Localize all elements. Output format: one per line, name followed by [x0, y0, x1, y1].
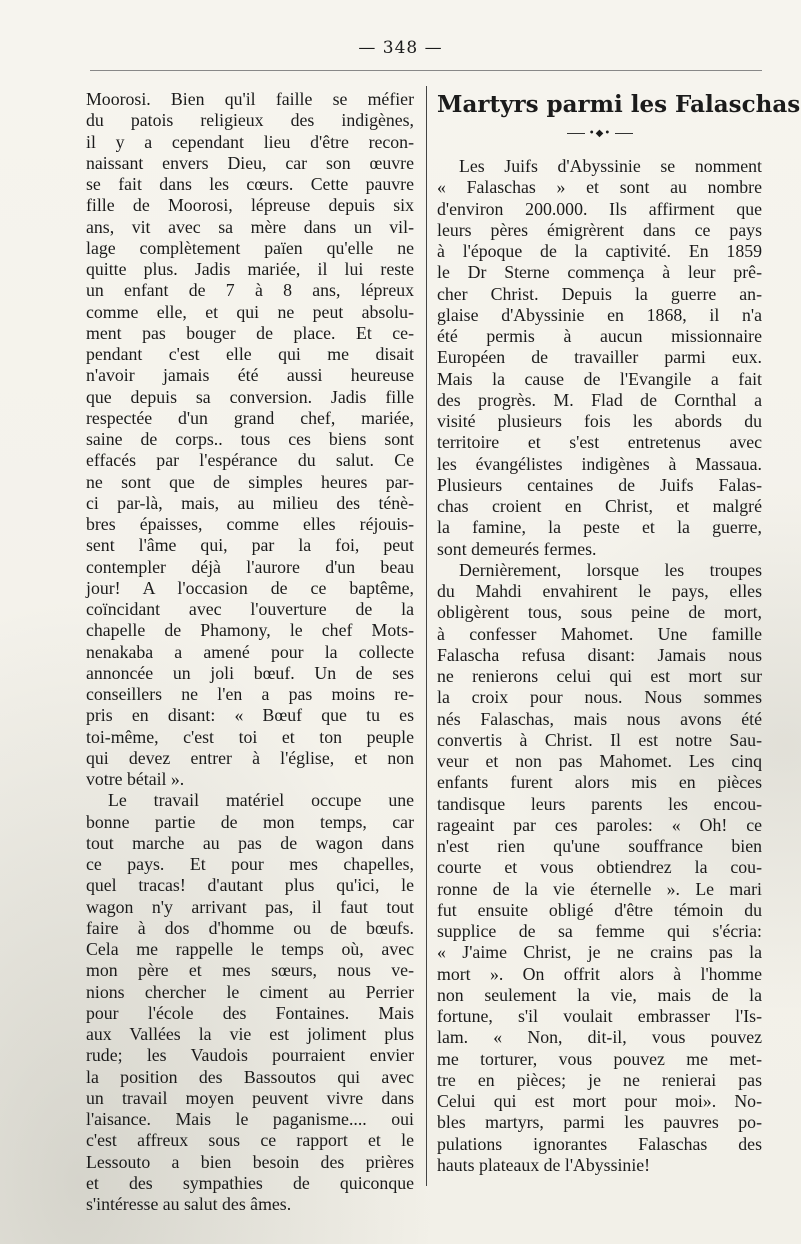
text-line: Le travail matériel occupe une: [108, 790, 414, 811]
text-line: n'avoir jamais été aussi heureuse: [86, 365, 414, 386]
text-line: supplice de sa femme qui s'écria:: [437, 921, 762, 941]
text-line: n'est rien qu'une souffrance bien: [437, 836, 762, 856]
text-line: à l'époque de la captivité. En 1859: [437, 241, 762, 261]
text-line: que depuis sa conversion. Jadis fille: [86, 386, 414, 407]
text-line: fille de Moorosi, lépreuse depuis six: [86, 195, 414, 216]
text-line: contempler déjà l'aurore d'un beau: [86, 556, 414, 577]
text-line: ans, vit avec sa mère dans un vil-: [86, 216, 414, 237]
text-line: Falascha refusa disant: Jamais nous: [437, 644, 762, 665]
text-line: convertis à Christ. Il est notre Sau-: [437, 729, 762, 750]
text-line: du Mahdi envahirent le pays, elles: [437, 581, 762, 601]
text-line: se fait dans les cœurs. Cette pauvre: [86, 174, 414, 194]
page-number: — 348 —: [358, 38, 443, 58]
text-line: pulations ignorantes Falaschas des: [437, 1133, 762, 1154]
text-line: l'aisance. Mais le paganisme.... oui: [86, 1109, 414, 1129]
text-line: Lessouto a bien besoin des prières: [86, 1151, 414, 1172]
text-line: qui devez entrer à l'église, et non: [86, 747, 414, 768]
text-line: la position des Bassoutos qui avec: [86, 1066, 414, 1087]
text-line: jour! A l'occasion de ce baptême,: [86, 577, 414, 598]
text-line: été permis à aucun missionnaire: [437, 326, 762, 346]
text-line: mort ». On offrit alors à l'homme: [437, 963, 762, 984]
ornament-glyph: •◆•: [588, 128, 612, 139]
text-line: lam. « Non, dit-il, vous pouvez: [437, 1027, 762, 1048]
text-line: quel tracas! d'autant plus qu'ici, le: [86, 875, 414, 896]
text-line: obligèrent tous, sous peine de mort,: [437, 602, 762, 623]
text-line: ce pays. Et pour mes chapelles,: [86, 854, 414, 874]
text-line: Plusieurs centaines de Juifs Falas-: [437, 474, 762, 495]
text-line: et des sympathies de quiconque: [86, 1172, 414, 1193]
text-line: bles martyrs, parmi les pauvres po-: [437, 1112, 762, 1133]
text-line: annoncée un joli bœuf. Un de ses: [86, 662, 414, 683]
text-line: ne sont que de simples heures par-: [86, 471, 414, 492]
text-line: des progrès. M. Flad de Cornthal a: [437, 389, 762, 410]
text-line: quitte plus. Jadis mariée, il lui reste: [86, 259, 414, 279]
text-line: faire à dos d'homme ou de bœufs.: [86, 917, 414, 938]
article-title: Martyrs parmi les Falaschas: [437, 91, 801, 118]
text-line: tout marche au pas de wagon dans: [86, 832, 414, 853]
text-line: lage complètement païen qu'elle ne: [86, 237, 414, 258]
text-line: Les Juifs d'Abyssinie se nomment: [459, 156, 762, 176]
text-line: ment pas bouger de place. Et ce-: [86, 322, 414, 343]
header-rule: [90, 70, 762, 71]
title-ornament: [560, 128, 640, 139]
text-line: s'intéresse au salut des âmes.: [86, 1194, 292, 1214]
text-line: Européen de travailler parmi eux.: [437, 347, 762, 368]
text-line: sont demeurés fermes.: [437, 538, 597, 559]
text-line: ne renierons celui qui est mort sur: [437, 666, 762, 686]
text-line: toi-même, c'est toi et ton peuple: [86, 726, 414, 747]
text-line: un enfant de 7 à 8 ans, lépreux: [86, 280, 414, 301]
ornament-rule-right: [615, 133, 633, 134]
text-line: Celui qui est mort pour moi». No-: [437, 1091, 762, 1111]
text-line: pendant c'est elle qui me disait: [86, 344, 414, 364]
text-line: mon père et mes sœurs, nous ve-: [86, 960, 414, 981]
text-line: à confesser Mahomet. Une famille: [437, 623, 762, 644]
text-line: chas croient en Christ, et malgré: [437, 496, 762, 516]
text-line: leurs pères émigrèrent dans ce pays: [437, 219, 762, 240]
ornament-rule-left: [567, 133, 585, 134]
text-line: fortune, s'il voulait embrasser l'Is-: [437, 1006, 762, 1026]
text-line: Moorosi. Bien qu'il faille se méfier: [86, 89, 414, 109]
text-line: nenakaba a amené pour la collecte: [86, 641, 414, 662]
column-divider: [426, 86, 427, 1186]
text-line: Cela me rappelle le temps où, avec: [86, 939, 414, 959]
text-line: respectée d'un grand chef, mariée,: [86, 407, 414, 428]
text-line: aux Vallées la vie est joliment plus: [86, 1024, 414, 1044]
text-line: territoire et s'est entretenus avec: [437, 432, 762, 453]
text-line: enfants furent alors mis en pièces: [437, 772, 762, 793]
text-line: d'environ 200.000. Ils affirment que: [437, 198, 762, 219]
text-line: pour l'école des Fontaines. Mais: [86, 1002, 414, 1023]
text-line: veur et non pas Mahomet. Les cinq: [437, 751, 762, 771]
right-column: [437, 156, 762, 1176]
text-line: du patois religieux des indigènes,: [86, 110, 414, 131]
text-line: votre bétail ».: [86, 769, 185, 789]
text-line: me torturer, vous pouvez me met-: [437, 1048, 762, 1069]
text-line: le Dr Sterne commença à leur prê-: [437, 262, 762, 283]
text-line: la famine, la peste et la guerre,: [437, 517, 762, 538]
text-line: « J'aime Christ, je ne crains pas la: [437, 942, 762, 963]
text-line: rageaint par ces paroles: « Oh! ce: [437, 814, 762, 835]
text-line: ronne de la vie éternelle ». Le mari: [437, 878, 762, 899]
text-line: chapelle de Phamony, le chef Mots-: [86, 620, 414, 641]
text-line: effacés par l'espérance du salut. Ce: [86, 450, 414, 471]
text-line: visité plusieurs fois les abords du: [437, 411, 762, 431]
text-line: hauts plateaux de l'Abyssinie!: [437, 1154, 651, 1175]
text-line: les évangélistes indigènes à Massaua.: [437, 453, 762, 474]
text-line: Dernièrement, lorsque les troupes: [459, 559, 762, 580]
text-line: fut ensuite obligé d'être témoin du: [437, 899, 762, 920]
text-line: coïncidant avec l'ouverture de la: [86, 599, 414, 619]
text-line: non seulement la vie, mais de la: [437, 984, 762, 1005]
text-line: nés Falaschas, mais nous avons été: [437, 708, 762, 729]
left-column: [86, 89, 414, 1215]
text-line: bonne partie de mon temps, car: [86, 811, 414, 832]
text-line: ci par-là, mais, au milieu des ténè-: [86, 492, 414, 513]
text-line: c'est affreux sous ce rapport et le: [86, 1130, 414, 1151]
text-line: cher Christ. Depuis la guerre an-: [437, 283, 762, 304]
text-line: rude; les Vaudois pourraient envier: [86, 1045, 414, 1066]
text-line: un travail moyen peuvent vivre dans: [86, 1087, 414, 1108]
text-line: conseillers ne l'en a pas moins re-: [86, 684, 414, 704]
text-line: « Falaschas » et sont au nombre: [437, 177, 762, 198]
text-line: la croix pour nous. Nous sommes: [437, 687, 762, 708]
text-line: saine de corps.. tous ces biens sont: [86, 429, 414, 449]
text-line: courte et vous obtiendrez la cou-: [437, 857, 762, 878]
text-line: glaise d'Abyssinie en 1868, il n'a: [437, 304, 762, 325]
text-line: tre en pièces; je ne renierai pas: [437, 1069, 762, 1090]
text-line: sent l'âme qui, par la foi, peut: [86, 535, 414, 556]
text-line: wagon n'y arrivant pas, il faut tout: [86, 896, 414, 917]
text-line: il y a cependant lieu d'être recon-: [86, 131, 414, 152]
text-line: bres épaisses, comme elles réjouis-: [86, 514, 414, 534]
text-line: naissant envers Dieu, car son œuvre: [86, 152, 414, 173]
text-line: Mais la cause de l'Evangile a fait: [437, 368, 762, 389]
text-line: tandisque leurs parents les encou-: [437, 793, 762, 814]
text-line: nions chercher le ciment au Perrier: [86, 981, 414, 1002]
text-line: comme elle, et qui ne peut absolu-: [86, 301, 414, 322]
text-line: pris en disant: « Bœuf que tu es: [86, 705, 414, 726]
